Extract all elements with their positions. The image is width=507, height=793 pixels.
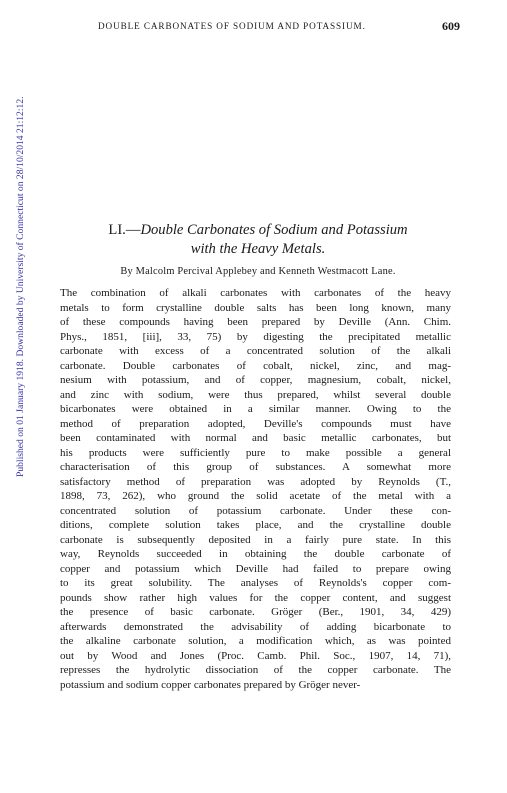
body-line: of these compounds having been prepared by Deville (Ann. Chim. bbox=[60, 316, 451, 328]
body-line: carbonate. Double carbonates of cobalt, nickel, zinc, and mag- bbox=[60, 359, 451, 372]
page-number: 609 bbox=[442, 19, 460, 33]
body-line: characterisation of this group of substances. A somewhat more bbox=[60, 461, 451, 473]
article-title bbox=[60, 221, 456, 259]
body-line: pounds show rather high values for the copper content, and suggest bbox=[60, 591, 451, 604]
title-text-1: Double Carbonates of Sodium and Potassium bbox=[140, 222, 408, 238]
body-line: the alkaline carbonate solution, a modification which, as was pointed bbox=[60, 635, 451, 647]
body-line: carbonate with excess of a concentrated solution of the alkali bbox=[60, 345, 451, 357]
running-title: DOUBLE CARBONATES OF SODIUM AND POTASSIUM. bbox=[98, 21, 366, 31]
body-line: copper and potassium which Deville had failed to prepare owing bbox=[60, 562, 451, 575]
body-line: potassium and sodium copper carbonates prepared by Gröger never- bbox=[60, 678, 361, 691]
body-line: the presence of basic carbonate. Gröger (Ber., 1901, 34, 429) bbox=[60, 606, 451, 618]
body-line: way, Reynolds succeeded in obtaining the double carbonate of bbox=[60, 548, 451, 560]
title-text-2: with the Heavy Metals. bbox=[190, 241, 326, 257]
body-line: concentrated solution of potassium carbonate. Under these con- bbox=[60, 504, 451, 517]
running-header bbox=[80, 20, 460, 34]
body-line: The combination of alkali carbonates with carbonates of the heavy bbox=[60, 287, 451, 299]
body-line: represses the hydrolytic dissociation of the copper carbonate. The bbox=[60, 664, 451, 676]
body-line: out by Wood and Jones (Proc. Camb. Phil. Soc., 1907, 14, 71), bbox=[60, 649, 451, 662]
download-watermark: Published on 01 January 1918. Downloaded by University of Connecticut on 28/10/2014 21:12:12. bbox=[15, 96, 26, 477]
body-line: been contaminated with normal and basic metallic carbonates, but bbox=[60, 432, 451, 444]
body-line: 1898, 73, 262), who ground the solid acetate of the metal with a bbox=[60, 490, 451, 502]
body-line: satisfactory method of preparation was adopted by Reynolds (T., bbox=[60, 475, 451, 488]
article-body bbox=[60, 286, 451, 692]
body-line: to its great solubility. The analyses of Reynolds's copper com- bbox=[60, 577, 451, 589]
body-line: metals to form crystalline double salts has been long known, many bbox=[60, 301, 451, 314]
body-line: his products were sufficiently pure to make possible a general bbox=[60, 446, 451, 459]
title-line-1: LI.—Double Carbonates of Sodium and Potassium bbox=[108, 222, 408, 238]
body-line: ditions, complete solution takes place, and the crystalline double bbox=[60, 519, 451, 531]
body-line: method of preparation adopted, Deville's compounds must have bbox=[60, 417, 451, 430]
body-line: carbonate is subsequently deposited in a fairly pure state. In this bbox=[60, 533, 451, 546]
body-line: and zinc with sodium, were thus prepared, whilst several double bbox=[60, 388, 451, 401]
author-byline: By Malcolm Percival Applebey and Kenneth Westmacott Lane. bbox=[120, 266, 396, 277]
body-line: afterwards demonstrated the advisability of adding bicarbonate to bbox=[60, 620, 451, 633]
title-line-2 bbox=[60, 240, 456, 259]
body-line: Phys., 1851, [iii], 33, 75) by digesting the precipitated metallic bbox=[60, 330, 451, 343]
article-number: LI. bbox=[108, 222, 126, 238]
body-line: bicarbonates were obtained in a similar manner. Owing to the bbox=[60, 403, 451, 415]
body-line: nesium with potassium, and of copper, magnesium, cobalt, nickel, bbox=[60, 374, 451, 386]
